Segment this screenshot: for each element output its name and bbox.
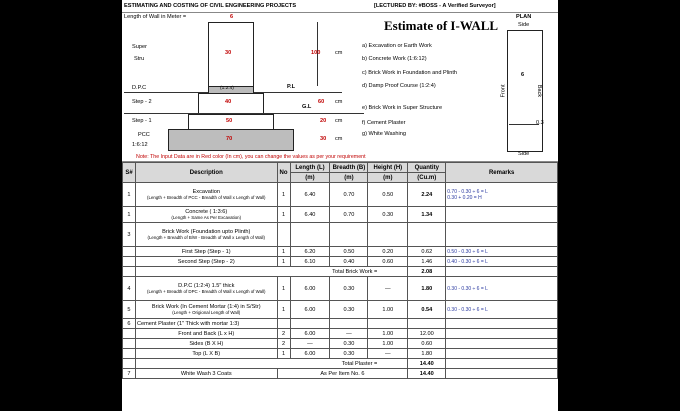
cell-description: Sides (B X H) [135,339,277,349]
cell-height: 0.20 [368,247,408,257]
unit-height: (m) [368,173,408,183]
cell-height: 0.50 [368,183,408,207]
table-total-row [123,359,558,369]
table-header-row [123,163,558,173]
cell-sno [123,339,136,349]
cell-no [277,223,290,247]
height-value: 100 [311,50,321,56]
cell-quantity: 12.00 [408,329,446,339]
cell-breadth [330,319,368,329]
table-row [123,207,558,223]
cell-height: 0.30 [368,207,408,223]
cell-remarks: 0.40 - 0.30 ÷ 6 = L [446,257,558,267]
length-label: Length of Wall in Meter = [124,14,187,20]
cell-breadth: — [330,329,368,339]
stru-label: Stru [134,56,145,62]
cell-sno: 1 [123,183,136,207]
cell-breadth: 0.30 [330,277,368,301]
total-brick-label: Total Brick Work = [135,267,407,277]
cell-no: 1 [277,183,290,207]
cell-no: 2 [277,329,290,339]
cell-no: 1 [277,301,290,319]
desc-title: Excavation [192,189,220,195]
table-row [123,183,558,207]
course-title: ESTIMATING AND COSTING OF CIVIL ENGINEERING PROJECTS [124,3,297,9]
pcc-depth: 30 [320,136,327,142]
plan-front: Front [500,84,507,98]
col-description: Description [135,163,277,183]
cell-breadth: 0.30 [330,301,368,319]
cell-breadth: 0.40 [330,257,368,267]
col-length: Length (L) [290,163,330,173]
cell-quantity: 2.24 [408,183,446,207]
table-row [123,223,558,247]
plan-side-top: Side [518,22,530,28]
length-value: 6 [230,14,234,20]
cell-no [277,319,290,329]
col-breadth: Breadth (B) [330,163,368,173]
super-width-value: 30 [225,50,232,56]
cell-height: 0.60 [368,257,408,267]
plinth-level-label: P.L [287,84,295,90]
desc-sub: (Length + Breadth of PCC - Breadth of Wall x Length of Wall) [147,195,266,200]
cell-description: First Step (Step - 1) [135,247,277,257]
plan-width: 0.3 [536,120,544,126]
item-c: c) Brick Work in Foundation and Plinth [362,70,458,76]
cell-length: 6.20 [290,247,330,257]
table-row [123,257,558,267]
desc-title: D.P.C (1:2:4) 1.5" thick [178,283,235,289]
plan-width-line [509,124,539,125]
item-f: f) Cement Plaster [362,120,406,126]
cell-height: — [368,277,408,301]
cell-height: 1.00 [368,339,408,349]
cell-description [135,223,277,247]
cell-quantity: 0.54 [408,301,446,319]
desc-sub: (Length + Origional Length of Wall) [172,310,241,315]
step-1-value: 50 [226,118,233,124]
cell-no: 1 [277,257,290,267]
unit-quantity: (Cu.m) [408,173,446,183]
table-row [123,277,558,301]
cell-height: 1.00 [368,329,408,339]
estimate-table [122,162,558,379]
cell-description: White Wash 3 Coats [135,369,277,379]
cell-quantity: 1.80 [408,349,446,359]
table-row [123,369,558,379]
lecturer-credit: [LECTURED BY: #BOSS - A Verified Surveyor] [374,3,496,9]
col-remarks: Remarks [446,163,558,183]
cell-height: 1.00 [368,301,408,319]
cell-length [290,223,330,247]
item-d: d) Damp Proof Course (1:2:4) [362,83,436,89]
cell-remarks: 0.30 - 0.30 ÷ 6 = L [446,277,558,301]
dpc-label: D.P.C [132,85,147,91]
col-sno: S# [123,163,136,183]
step-1-label: Step - 1 [132,118,152,124]
cell-no: 2 [277,339,290,349]
pcc-unit: cm [335,136,343,142]
cell-height: — [368,349,408,359]
cell-remarks [446,359,558,369]
table-row [123,349,558,359]
item-e: e) Brick Work in Super Structure [362,105,443,111]
step-1-depth: 20 [320,118,327,124]
cell-sno [123,359,136,369]
cell-description [135,207,277,223]
cell-length: — [290,339,330,349]
cell-description [135,277,277,301]
plan-length: 6 [521,72,525,78]
cell-breadth: 0.30 [330,339,368,349]
cell-remarks [446,339,558,349]
height-unit: cm [335,50,343,56]
cell-remarks [446,223,558,247]
unit-breadth: (m) [330,173,368,183]
dpc-ratio: (1:2:4) [220,86,234,91]
cell-sno [123,247,136,257]
cell-no: 1 [277,349,290,359]
cell-quantity [408,319,446,329]
input-note: Note: The Input Data are in Red color (In cm), you can change the values as per your requirement [122,154,558,162]
cell-sno: 5 [123,301,136,319]
cell-breadth: 0.70 [330,207,368,223]
cell-quantity: 0.62 [408,247,446,257]
remark-line: 0.30 + 0.20 = H [447,194,482,201]
cell-quantity: 1.34 [408,207,446,223]
cell-sno: 1 [123,207,136,223]
cell-sno [123,267,136,277]
cell-length: 6.10 [290,257,330,267]
table-row [123,301,558,319]
gl-depth-value: 60 [318,99,325,105]
ground-level-label: G.L [302,104,312,110]
cell-description [135,301,277,319]
cell-remarks [446,369,558,379]
cell-remarks: 0.30 - 0.30 ÷ 6 = L [446,301,558,319]
cell-sno: 4 [123,277,136,301]
unit-length: (m) [290,173,330,183]
cell-remarks [446,329,558,339]
total-plaster-label: Total Plaster = [135,359,407,369]
col-no: No [277,163,290,183]
cell-height [368,319,408,329]
cell-quantity: 0.60 [408,339,446,349]
step-2-value: 40 [225,99,232,105]
col-quantity: Quantity [408,163,446,173]
cell-description: Front and Back (L x H) [135,329,277,339]
cell-length: 6.40 [290,183,330,207]
desc-title: Brick Work (In Cement Mortar (1:4) in S/Str) [151,304,261,310]
cell-reference: As Per Item No. 6 [277,369,408,379]
plan-title: PLAN [516,14,532,20]
cell-sno [123,329,136,339]
cell-sno [123,349,136,359]
cell-remarks [446,349,558,359]
cell-height [368,223,408,247]
step-2-label: Step - 2 [132,99,152,105]
cell-no: 1 [277,207,290,223]
cell-length: 6.40 [290,207,330,223]
col-height: Height (H) [368,163,408,173]
gl-depth-unit: cm [335,99,343,105]
cell-sno: 7 [123,369,136,379]
cell-quantity: 1.80 [408,277,446,301]
super-label: Super [132,44,147,50]
pcc-value: 70 [226,136,233,142]
desc-sub: (Length + Breadth of B/W - Breadth of Wall x Length of Wall) [147,235,265,240]
cell-description: Top (L X B) [135,349,277,359]
plinth-level-line [272,92,342,93]
sheet-header [122,0,558,13]
cell-length: 6.00 [290,301,330,319]
desc-title: Concrete ( 1:3:6) [185,209,228,215]
table-row [123,329,558,339]
plan-back: Back [536,84,543,98]
table-row [123,339,558,349]
cell-no: 1 [277,247,290,257]
item-a: a) Excavation or Earth Work [362,43,432,49]
table-row [123,319,558,329]
cell-length [290,319,330,329]
total-brick-value: 2.08 [408,267,446,277]
cell-length: 6.00 [290,329,330,339]
cell-remarks [446,267,558,277]
table-row [123,247,558,257]
cell-quantity: 14.40 [408,369,446,379]
cell-breadth: 0.30 [330,349,368,359]
cell-breadth [330,223,368,247]
desc-sub: (Length + Breadth of DPC - Breadth of Wall x Length of Wall) [147,289,266,294]
cell-remarks: 0.50 - 0.30 ÷ 6 = L [446,247,558,257]
item-b: b) Concrete Work (1:6:12) [362,56,427,62]
cell-quantity [408,223,446,247]
plan-side-bottom: Side [518,151,530,157]
estimate-title: Estimate of I-WALL [384,18,499,33]
total-plaster-value: 14.40 [408,359,446,369]
cell-remarks [446,319,558,329]
cell-length: 6.00 [290,277,330,301]
cell-sno [123,257,136,267]
item-g: g) White Washing [362,131,406,137]
desc-title: Brick Work (Foundation upto Plinth) [162,229,251,235]
pcc-label: PCC [138,132,150,138]
cell-description: Cement Plaster (1" Thick with mortar 1:3) [135,319,277,329]
cell-sno: 6 [123,319,136,329]
cell-breadth: 0.50 [330,247,368,257]
cell-description: Second Step (Step - 2) [135,257,277,267]
spreadsheet-sheet [122,0,558,411]
cell-sno: 3 [123,223,136,247]
cell-quantity: 1.46 [408,257,446,267]
cell-remarks [446,207,558,223]
cell-description [135,183,277,207]
step-1-unit: cm [335,118,343,124]
cell-length: 6.00 [290,349,330,359]
cell-remarks [446,183,558,207]
cell-no: 1 [277,277,290,301]
table-total-row [123,267,558,277]
cell-breadth: 0.70 [330,183,368,207]
pcc-ratio: 1:6:12 [132,142,148,148]
remark-line: 0.70 - 0.30 ÷ 6 = L [447,188,488,195]
desc-sub: (Length + Same As Per Excavation) [171,215,242,220]
